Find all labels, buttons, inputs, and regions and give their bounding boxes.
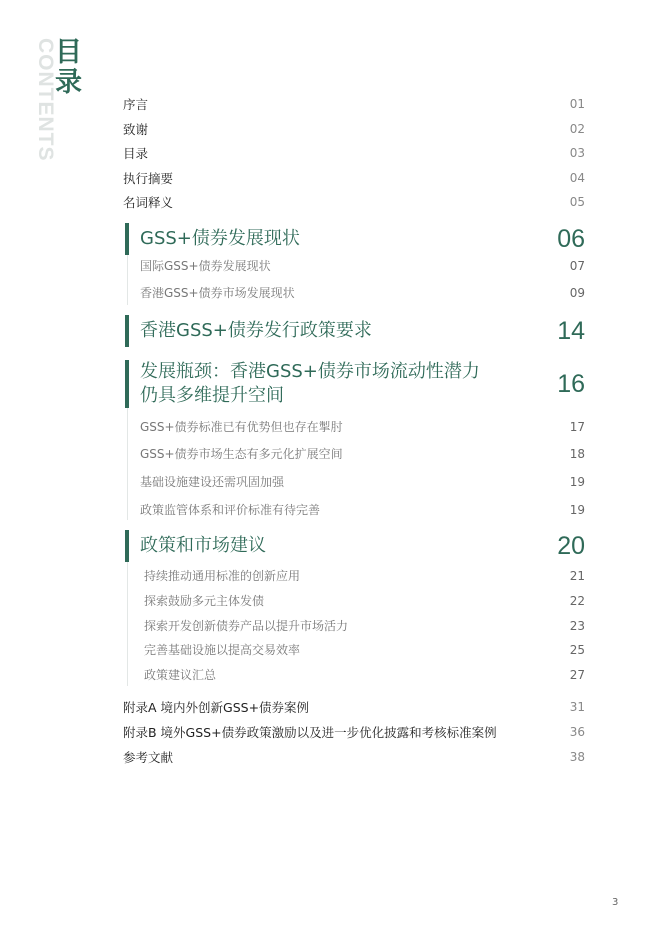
entry-page: 19 xyxy=(569,502,585,517)
entry-label: 完善基础设施以提高交易效率 xyxy=(144,643,301,657)
toc-entry[interactable] xyxy=(123,698,585,716)
entry-label: 政策建议汇总 xyxy=(144,668,217,682)
entry-label: 探索鼓励多元主体发债 xyxy=(144,594,265,608)
section-heading[interactable] xyxy=(125,360,585,408)
toc-subentry[interactable] xyxy=(140,418,585,435)
entry-label: 持续推动通用标准的创新应用 xyxy=(144,569,301,583)
entry-page: 01 xyxy=(569,97,585,111)
entry-label: 执行摘要 xyxy=(123,171,174,186)
entry-page: 05 xyxy=(569,195,585,209)
divider xyxy=(127,562,128,686)
entry-label: 探索开发创新债券产品以提升市场活力 xyxy=(144,619,349,633)
entry-label: 目录 xyxy=(123,146,149,161)
entry-page: 03 xyxy=(569,146,585,160)
toc-subentry[interactable] xyxy=(140,473,585,490)
entry-page: 23 xyxy=(569,618,585,633)
contents-watermark: CONTENTS xyxy=(34,38,57,162)
section-title-line: 仍具多维提升空间 xyxy=(140,385,284,406)
entry-label: 香港GSS+债券市场发展现状 xyxy=(140,286,295,300)
section-title-line: 发展瓶颈：香港GSS+债券市场流动性潜力 xyxy=(140,361,480,382)
entry-label: 名词释义 xyxy=(123,195,174,210)
entry-page: 38 xyxy=(569,750,585,764)
section-page: 20 xyxy=(557,531,585,560)
section-heading[interactable] xyxy=(125,530,585,562)
divider xyxy=(127,408,128,520)
toc-entry[interactable] xyxy=(123,193,585,211)
toc-entry[interactable] xyxy=(123,95,585,113)
section-title: 政策和市场建议 xyxy=(140,535,266,556)
entry-page: 36 xyxy=(569,725,585,739)
entry-label: GSS+债券标准已有优势但也存在掣肘 xyxy=(140,420,343,434)
section-page: 06 xyxy=(557,224,585,253)
toc-subentry[interactable] xyxy=(144,641,585,658)
entry-label: 基础设施建设还需巩固加强 xyxy=(140,475,285,489)
entry-label: 参考文献 xyxy=(123,750,174,765)
toc-entry[interactable] xyxy=(123,723,585,741)
entry-label: 附录B 境外GSS+债券政策激励以及进一步优化披露和考核标准案例 xyxy=(123,725,497,740)
entry-page: 22 xyxy=(569,593,585,608)
entry-label: GSS+债券市场生态有多元化扩展空间 xyxy=(140,447,343,461)
toc-subentry[interactable] xyxy=(144,592,585,609)
entry-page: 31 xyxy=(569,700,585,714)
entry-label: 序言 xyxy=(123,97,149,112)
entry-page: 18 xyxy=(569,446,585,461)
entry-page: 07 xyxy=(569,258,585,273)
toc-subentry[interactable] xyxy=(140,284,585,301)
entry-label: 致谢 xyxy=(123,122,149,137)
entry-page: 25 xyxy=(569,642,585,657)
toc-subentry[interactable] xyxy=(140,257,585,274)
entry-label: 国际GSS+债券发展现状 xyxy=(140,259,271,273)
entry-page: 02 xyxy=(569,122,585,136)
entry-page: 04 xyxy=(569,171,585,185)
entry-label: 政策监管体系和评价标准有待完善 xyxy=(140,503,321,517)
page-number: 3 xyxy=(612,897,619,908)
toc-entry[interactable] xyxy=(123,120,585,138)
section-title: 香港GSS+债券发行政策要求 xyxy=(140,320,372,341)
toc-subentry[interactable] xyxy=(144,666,585,683)
entry-page: 27 xyxy=(569,667,585,682)
entry-label: 附录A 境内外创新GSS+债券案例 xyxy=(123,700,310,715)
section-heading[interactable] xyxy=(125,315,585,347)
divider xyxy=(127,255,128,305)
entry-page: 09 xyxy=(569,285,585,300)
toc-entry[interactable] xyxy=(123,748,585,766)
entry-page: 17 xyxy=(569,419,585,434)
entry-page: 21 xyxy=(569,568,585,583)
toc-subentry[interactable] xyxy=(144,617,585,634)
section-page: 14 xyxy=(557,316,585,345)
section-title: GSS+债券发展现状 xyxy=(140,228,300,249)
toc-entry[interactable] xyxy=(123,169,585,187)
section-title xyxy=(140,360,480,408)
toc-entry[interactable] xyxy=(123,144,585,162)
toc-subentry[interactable] xyxy=(144,567,585,584)
section-heading[interactable] xyxy=(125,223,585,255)
toc-subentry[interactable] xyxy=(140,501,585,518)
section-page: 16 xyxy=(557,369,585,398)
entry-page: 19 xyxy=(569,474,585,489)
page-title: 目录 xyxy=(55,37,82,98)
toc-subentry[interactable] xyxy=(140,445,585,462)
